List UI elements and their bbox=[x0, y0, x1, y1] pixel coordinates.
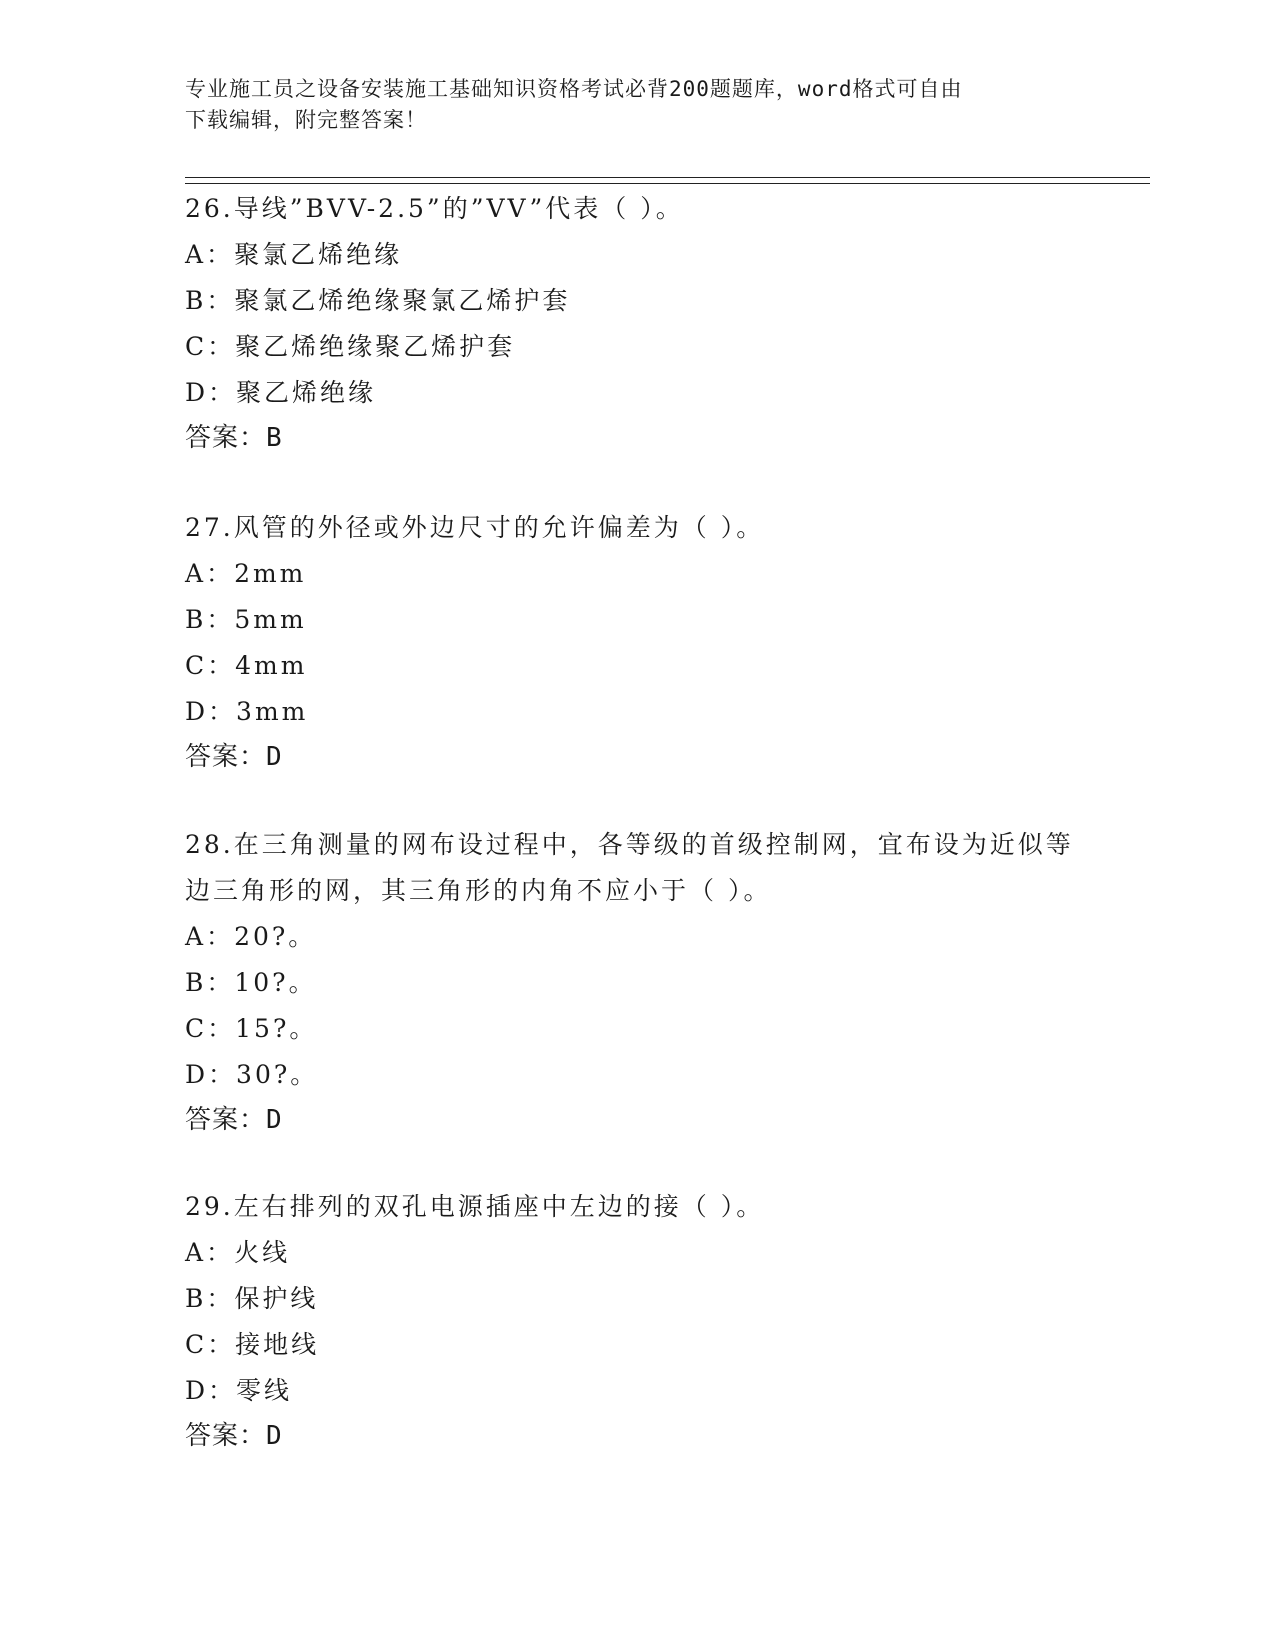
option-c bbox=[185, 1006, 1085, 1052]
option-text: 30?。 bbox=[236, 1060, 319, 1089]
question-26 bbox=[185, 186, 1085, 460]
option-b bbox=[185, 278, 1085, 324]
option-text: 15?。 bbox=[235, 1014, 318, 1043]
option-a bbox=[185, 232, 1085, 278]
option-c bbox=[185, 324, 1085, 370]
question-28 bbox=[185, 822, 1085, 1142]
option-text: 4mm bbox=[235, 651, 308, 680]
answer-label: 答案：D bbox=[185, 742, 283, 772]
option-text: 保护线 bbox=[234, 1284, 319, 1313]
option-text: 20?。 bbox=[234, 922, 317, 951]
question-27 bbox=[185, 505, 1085, 779]
option-a bbox=[185, 1230, 1085, 1276]
question-stem: 28.在三角测量的网布设过程中，各等级的首级控制网，宜布设为近似等边三角形的网，其三角形的内角不应小于（ ）。 bbox=[185, 830, 1074, 905]
option-text: 火线 bbox=[234, 1238, 291, 1267]
option-key: D： bbox=[185, 378, 237, 407]
question-29 bbox=[185, 1184, 1085, 1458]
question-stem: 27.风管的外径或外边尺寸的允许偏差为（ ）。 bbox=[185, 513, 765, 542]
option-b bbox=[185, 1276, 1085, 1322]
option-key: C： bbox=[185, 1014, 236, 1043]
option-text: 零线 bbox=[236, 1376, 293, 1405]
option-key: B： bbox=[185, 286, 235, 315]
option-b bbox=[185, 597, 1085, 643]
option-key: D： bbox=[185, 1376, 237, 1405]
option-text: 聚氯乙烯绝缘 bbox=[234, 240, 403, 269]
option-d bbox=[185, 1368, 1085, 1414]
answer-label: 答案：D bbox=[185, 1421, 283, 1451]
option-b bbox=[185, 960, 1085, 1006]
option-c bbox=[185, 1322, 1085, 1368]
option-key: C： bbox=[185, 1330, 236, 1359]
option-key: A： bbox=[185, 1238, 235, 1267]
option-key: A： bbox=[185, 559, 235, 588]
option-a bbox=[185, 914, 1085, 960]
answer-label: 答案：D bbox=[185, 1105, 283, 1135]
header-rule-bottom bbox=[185, 183, 1150, 184]
option-c bbox=[185, 643, 1085, 689]
option-key: B： bbox=[185, 968, 235, 997]
option-text: 5mm bbox=[234, 605, 307, 634]
header-rule-top bbox=[185, 177, 1150, 178]
question-stem: 26.导线”BVV-2.5”的”VV”代表（ ）。 bbox=[185, 194, 684, 223]
option-text: 聚氯乙烯绝缘聚氯乙烯护套 bbox=[234, 286, 571, 315]
option-d bbox=[185, 689, 1085, 735]
question-stem: 29.左右排列的双孔电源插座中左边的接（ ）。 bbox=[185, 1192, 765, 1221]
option-text: 聚乙烯绝缘 bbox=[236, 378, 377, 407]
option-text: 10?。 bbox=[234, 968, 317, 997]
option-text: 2mm bbox=[234, 559, 307, 588]
option-text: 接地线 bbox=[235, 1330, 320, 1359]
header-title-line-1: 专业施工员之设备安装施工基础知识资格考试必背200题题库，word格式可自由 bbox=[185, 77, 963, 101]
option-key: D： bbox=[185, 1060, 237, 1089]
option-d bbox=[185, 1052, 1085, 1098]
answer-label: 答案：B bbox=[185, 423, 283, 453]
option-key: A： bbox=[185, 922, 235, 951]
option-key: C： bbox=[185, 651, 236, 680]
option-key: D： bbox=[185, 697, 237, 726]
option-text: 聚乙烯绝缘聚乙烯护套 bbox=[235, 332, 516, 361]
option-key: B： bbox=[185, 1284, 235, 1313]
header-title-line-2: 下载编辑，附完整答案！ bbox=[185, 108, 427, 132]
option-key: A： bbox=[185, 240, 235, 269]
option-a bbox=[185, 551, 1085, 597]
document-header bbox=[185, 74, 1085, 136]
option-key: C： bbox=[185, 332, 236, 361]
option-text: 3mm bbox=[236, 697, 309, 726]
option-key: B： bbox=[185, 605, 235, 634]
option-d bbox=[185, 370, 1085, 416]
